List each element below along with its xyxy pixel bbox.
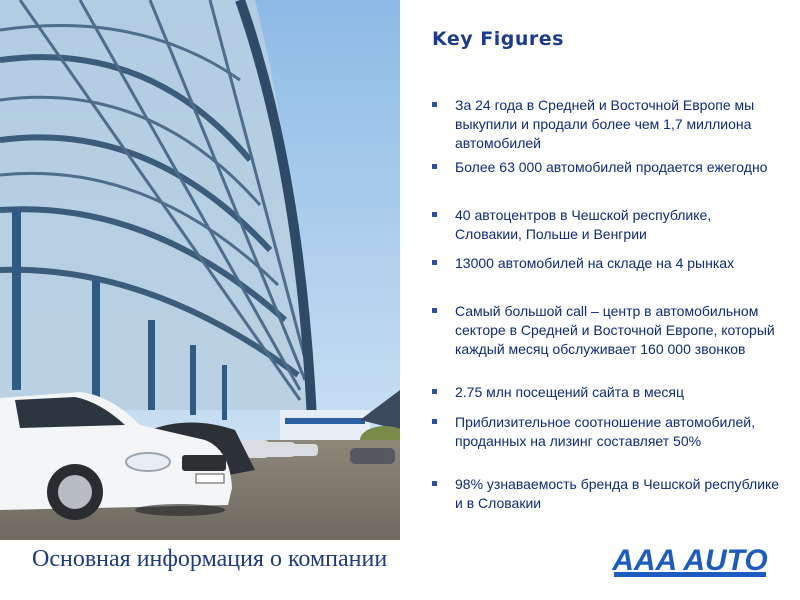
- list-item-text: 40 автоцентров в Чешской республике, Словакии, Польше и Венгрии: [455, 207, 712, 242]
- list-item-text: 2.75 млн посещений сайта в месяц: [455, 384, 684, 400]
- list-item-text: 13000 автомобилей на складе на 4 рынках: [455, 255, 735, 271]
- list-item: [432, 302, 780, 359]
- bullet-icon: [432, 389, 437, 394]
- list-item: [432, 475, 780, 513]
- list-item-text: Более 63 000 автомобилей продается ежегодно: [455, 159, 768, 175]
- list-item: [432, 413, 780, 451]
- bullet-icon: [432, 419, 437, 424]
- list-item: [432, 383, 780, 402]
- bullet-icon: [432, 481, 437, 486]
- list-item-text: Самый большой call – центр в автомобильном секторе в Средней и Восточной Европе, который каждый месяц обслуживает 160 000 звонков: [455, 303, 775, 357]
- list-item-text: Приблизительное соотношение автомобилей, проданных на лизинг составляет 50%: [455, 414, 755, 449]
- list-item: [432, 158, 780, 177]
- bullet-icon: [432, 164, 437, 169]
- aaa-auto-logo: [612, 542, 772, 587]
- bullet-icon: [432, 308, 437, 313]
- svg-text:AAA AUTO: AAA AUTO: [612, 544, 768, 577]
- bullet-icon: [432, 260, 437, 265]
- list-item: [432, 96, 780, 153]
- list-item: [432, 206, 780, 244]
- footer-caption: Основная информация о компании: [32, 546, 388, 572]
- list-item-text: 98% узнаваемость бренда в Чешской республике и в Словакии: [455, 476, 780, 511]
- bullet-icon: [432, 102, 437, 107]
- list-item: [432, 254, 780, 273]
- car-lot-photo: [0, 0, 400, 540]
- bullet-icon: [432, 212, 437, 217]
- page-title: Key Figures: [432, 28, 564, 50]
- list-item-text: За 24 года в Средней и Восточной Европе мы выкупили и продали более чем 1,7 миллиона автомобилей: [455, 97, 755, 151]
